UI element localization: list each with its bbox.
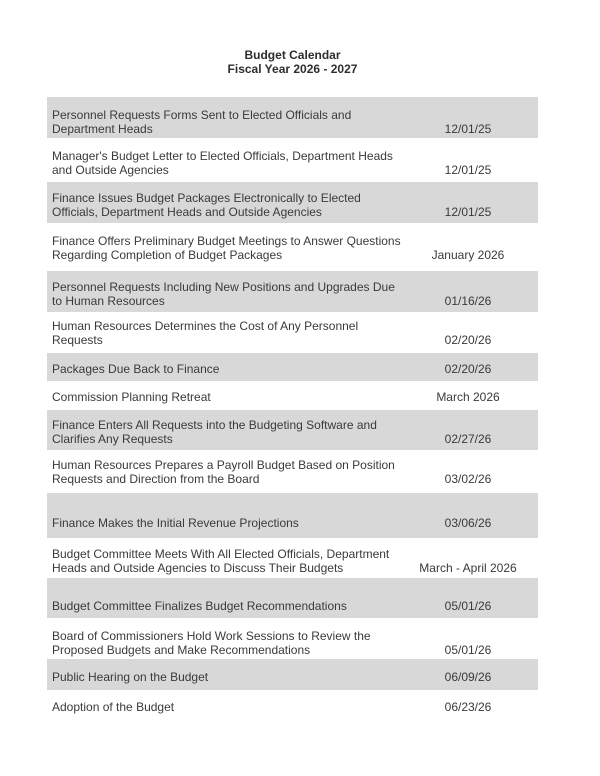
task-description-line: Adoption of the Budget <box>52 700 175 714</box>
task-description-line: Clarifies Any Requests <box>52 432 173 446</box>
task-description-line: to Human Resources <box>52 294 165 308</box>
table-row <box>47 618 538 659</box>
task-description-line: and Outside Agencies <box>52 163 169 177</box>
task-description-line: Budget Committee Meets With All Elected Officials, Department <box>52 547 390 561</box>
task-description-line: Finance Makes the Initial Revenue Projections <box>52 516 299 530</box>
task-description <box>52 418 377 446</box>
task-description <box>52 629 371 657</box>
table-row <box>47 450 538 493</box>
task-description-line: Personnel Requests Including New Positions and Upgrades Due <box>52 280 395 294</box>
due-date: 03/02/26 <box>444 472 492 486</box>
task-description <box>52 700 174 714</box>
task-description <box>52 516 299 530</box>
due-date: 05/01/26 <box>444 643 492 657</box>
task-description <box>52 599 347 613</box>
title-line-2: Fiscal Year 2026 - 2027 <box>227 62 358 76</box>
task-description-line: Heads and Outside Agencies to Discuss Their Budgets <box>52 561 344 575</box>
due-date: 02/20/26 <box>444 362 492 376</box>
task-description-line: Commission Planning Retreat <box>52 390 211 404</box>
task-description-line: Finance Enters All Requests into the Budgeting Software and <box>52 418 377 432</box>
table-row <box>47 138 538 182</box>
table-row <box>47 381 538 410</box>
due-date: 06/09/26 <box>444 670 492 684</box>
task-description-line: Proposed Budgets and Make Recommendations <box>52 643 311 657</box>
table-row <box>47 578 538 618</box>
document-title <box>47 48 538 76</box>
due-date: 01/16/26 <box>444 294 492 308</box>
task-description-line: Requests and Direction from the Board <box>52 472 260 486</box>
due-date: 02/20/26 <box>444 333 492 347</box>
task-description <box>52 280 395 308</box>
due-date: March 2026 <box>436 390 500 404</box>
task-description-line: Officials, Department Heads and Outside Agencies <box>52 205 322 219</box>
task-description <box>52 108 351 136</box>
task-description <box>52 234 401 262</box>
table-row <box>47 223 538 271</box>
table-row <box>47 659 538 690</box>
task-description-line: Public Hearing on the Budget <box>52 670 209 684</box>
due-date: 05/01/26 <box>444 599 492 613</box>
table-row <box>47 182 538 223</box>
budget-calendar-table <box>47 97 538 717</box>
task-description <box>52 319 358 347</box>
task-description-line: Finance Offers Preliminary Budget Meetings to Answer Questions <box>52 234 401 248</box>
due-date: January 2026 <box>431 248 505 262</box>
table-row <box>47 538 538 578</box>
due-date: 02/27/26 <box>444 432 492 446</box>
task-description-line: Human Resources Prepares a Payroll Budget Based on Position <box>52 458 395 472</box>
table-row <box>47 97 538 138</box>
due-date: 12/01/25 <box>444 122 492 136</box>
task-description-line: Board of Commissioners Hold Work Sessions to Review the <box>52 629 371 643</box>
table-row <box>47 493 538 538</box>
task-description <box>52 547 389 575</box>
table-row <box>47 312 538 353</box>
task-description-line: Requests <box>52 333 103 347</box>
task-description-line: Regarding Completion of Budget Packages <box>52 248 283 262</box>
task-description <box>52 670 208 684</box>
title-line-1: Budget Calendar <box>244 48 341 62</box>
due-date: 06/23/26 <box>444 700 492 714</box>
due-date: 12/01/25 <box>444 205 492 219</box>
task-description-line: Manager's Budget Letter to Elected Officials, Department Heads <box>52 149 393 163</box>
due-date: March - April 2026 <box>419 561 517 575</box>
task-description-line: Finance Issues Budget Packages Electronically to Elected <box>52 191 361 205</box>
task-description-line: Packages Due Back to Finance <box>52 362 220 376</box>
task-description <box>52 191 361 219</box>
due-date: 03/06/26 <box>444 516 492 530</box>
task-description <box>52 390 211 404</box>
table-row <box>47 410 538 450</box>
task-description-line: Personnel Requests Forms Sent to Elected Officials and <box>52 108 352 122</box>
due-date: 12/01/25 <box>444 163 492 177</box>
table-row <box>47 353 538 381</box>
task-description <box>52 149 393 177</box>
task-description-line: Department Heads <box>52 122 153 136</box>
task-description <box>52 362 219 376</box>
table-row <box>47 271 538 312</box>
task-description <box>52 458 395 486</box>
task-description-line: Budget Committee Finalizes Budget Recommendations <box>52 599 347 613</box>
table-row <box>47 690 538 717</box>
task-description-line: Human Resources Determines the Cost of Any Personnel <box>52 319 359 333</box>
